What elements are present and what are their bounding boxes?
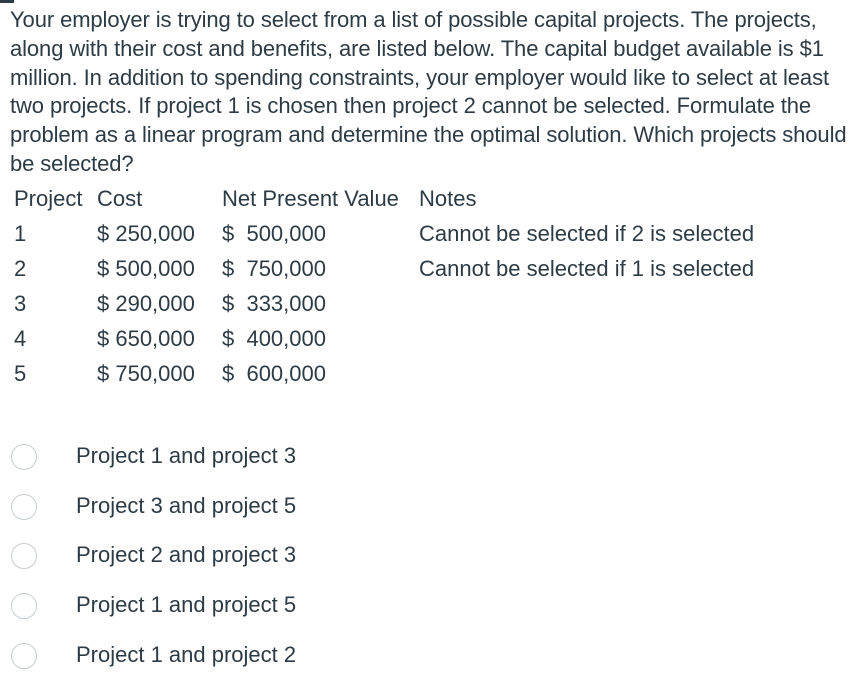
row-3-project: 3 xyxy=(14,291,27,316)
row-5-npv: $ 600,000 xyxy=(222,361,326,386)
row-3-npv: $ 333,000 xyxy=(222,291,326,316)
row-2-notes: Cannot be selected if 1 is selected xyxy=(419,256,755,281)
row-4-project: 4 xyxy=(14,326,27,351)
answer-option-2[interactable] xyxy=(0,486,400,526)
answer-option-1[interactable] xyxy=(0,436,400,476)
radio-button[interactable] xyxy=(11,444,37,470)
answer-option-4[interactable] xyxy=(0,585,400,625)
answer-option-5[interactable] xyxy=(0,635,400,675)
radio-button[interactable] xyxy=(11,543,37,569)
radio-button[interactable] xyxy=(11,643,37,669)
row-3-cost: $ 290,000 xyxy=(97,291,195,316)
row-1-project: 1 xyxy=(14,221,27,246)
row-1-npv: $ 500,000 xyxy=(222,221,326,246)
row-2-npv: $ 750,000 xyxy=(222,256,326,281)
row-2-cost: $ 500,000 xyxy=(97,256,195,281)
answer-option-label: Project 1 and project 2 xyxy=(76,642,297,667)
row-1-notes: Cannot be selected if 2 is selected xyxy=(419,221,755,246)
header-notes: Notes xyxy=(419,186,477,211)
answer-option-label: Project 2 and project 3 xyxy=(76,542,297,567)
row-1-cost: $ 250,000 xyxy=(97,221,195,246)
header-cost: Cost xyxy=(97,186,143,211)
answer-option-3[interactable] xyxy=(0,535,400,575)
row-4-npv: $ 400,000 xyxy=(222,326,326,351)
row-2-project: 2 xyxy=(14,256,27,281)
answer-option-label: Project 1 and project 5 xyxy=(76,592,297,617)
row-4-cost: $ 650,000 xyxy=(97,326,195,351)
row-5-cost: $ 750,000 xyxy=(97,361,195,386)
question-text: Your employer is trying to select from a list of possible capital projects. The projects, along with their cost and benefits, are listed below. The capital budget available is $1 million. In addition to spending constraints, your employer would like to select at least two projects. If project 1 is chosen then project 2 cannot be selected. Formulate the problem as a linear program and determine the optimal solution. Which projects should be selected? xyxy=(10,7,847,176)
header-npv: Net Present Value xyxy=(222,186,399,211)
row-5-project: 5 xyxy=(14,361,27,386)
radio-button[interactable] xyxy=(11,593,37,619)
answer-option-label: Project 3 and project 5 xyxy=(76,493,297,518)
header-project: Project xyxy=(14,186,83,211)
answer-option-label: Project 1 and project 3 xyxy=(76,443,297,468)
radio-button[interactable] xyxy=(11,494,37,520)
corner-mark xyxy=(0,0,14,3)
